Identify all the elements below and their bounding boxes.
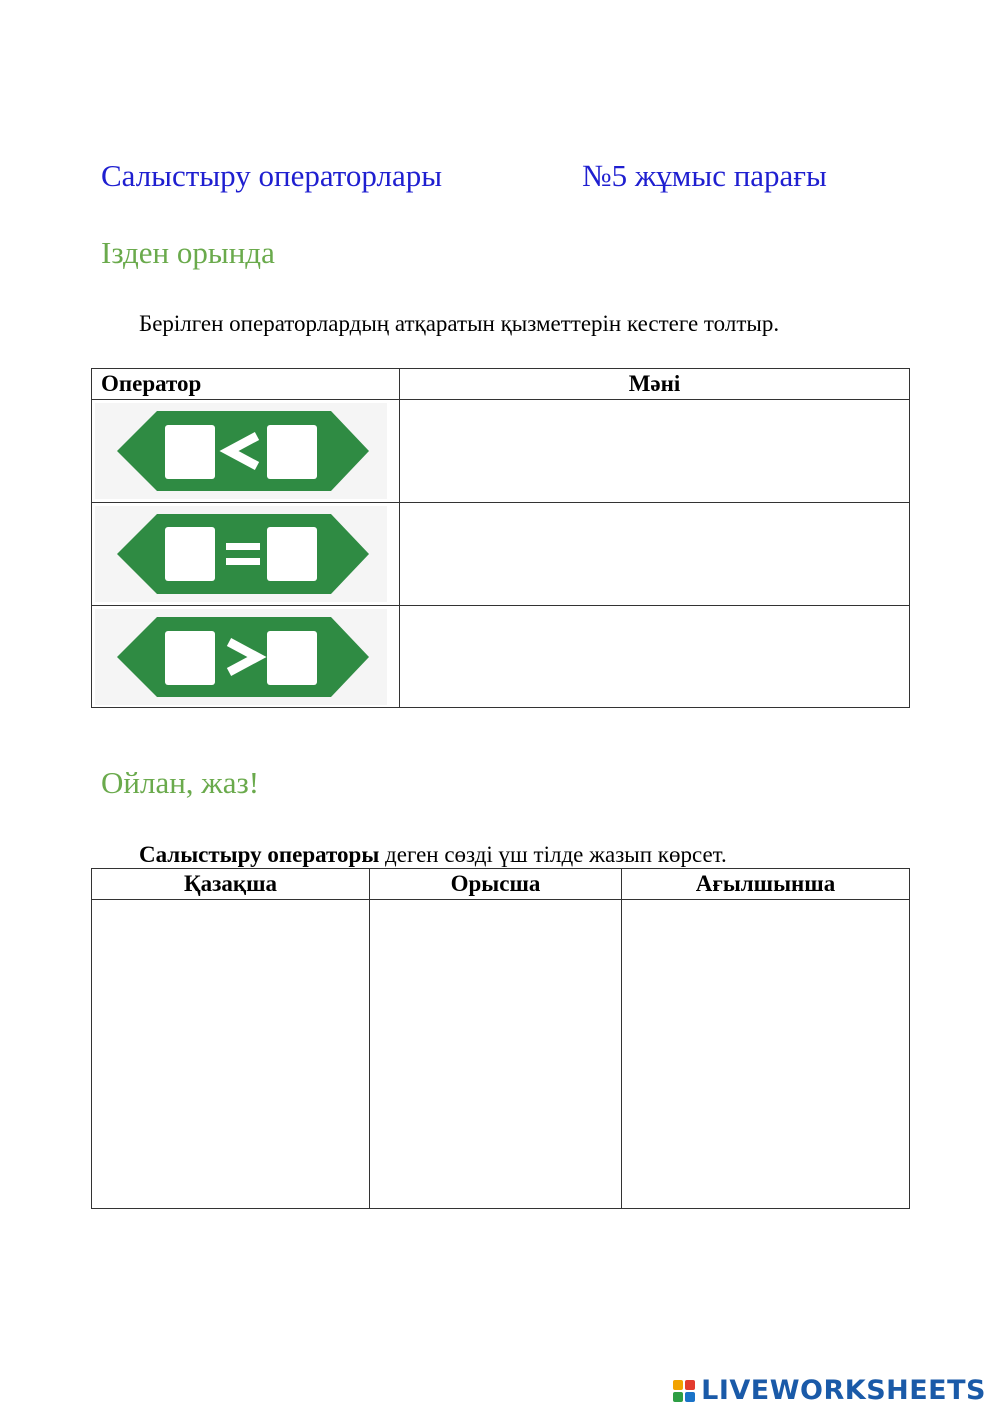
answer-cell-russian[interactable] <box>370 900 622 1209</box>
operator-cell-equals <box>92 503 400 606</box>
section-heading-search: Ізден орында <box>101 235 275 270</box>
meaning-cell-greater[interactable] <box>400 606 910 708</box>
operator-table <box>91 368 910 708</box>
worksheet-title: Салыстыру операторлары <box>101 158 443 193</box>
instruction-text-1: Берілген операторлардың атқаратын қызметтерін кестеге толтыр. <box>139 311 780 336</box>
meaning-cell-equals[interactable] <box>400 503 910 606</box>
liveworksheets-logo-icon <box>673 1380 695 1402</box>
worksheet-number: №5 жұмыс парағы <box>582 158 827 193</box>
operator-cell-less <box>92 400 400 503</box>
equals-operator-icon <box>95 506 387 602</box>
meaning-cell-less[interactable] <box>400 400 910 503</box>
translation-table <box>91 868 910 1209</box>
column-header-english: Ағылшынша <box>622 869 910 900</box>
answer-cell-kazakh[interactable] <box>92 900 370 1209</box>
column-header-meaning: Мәні <box>400 369 910 400</box>
less-than-operator-icon <box>95 403 387 499</box>
column-header-operator: Оператор <box>92 369 400 400</box>
instruction-text-2 <box>139 840 727 870</box>
instruction-rest: деген сөзді үш тілде жазып көрсет. <box>379 842 727 867</box>
instruction-bold-term: Салыстыру операторы <box>139 842 380 867</box>
liveworksheets-logo <box>673 1375 986 1406</box>
column-header-kazakh: Қазақша <box>92 869 370 900</box>
brand-name: LIVEWORKSHEETS <box>701 1375 986 1406</box>
section-heading-think-write: Ойлан, жаз! <box>101 765 260 800</box>
answer-cell-english[interactable] <box>622 900 910 1209</box>
operator-cell-greater <box>92 606 400 708</box>
column-header-russian: Орысша <box>370 869 622 900</box>
greater-than-operator-icon <box>95 609 387 705</box>
